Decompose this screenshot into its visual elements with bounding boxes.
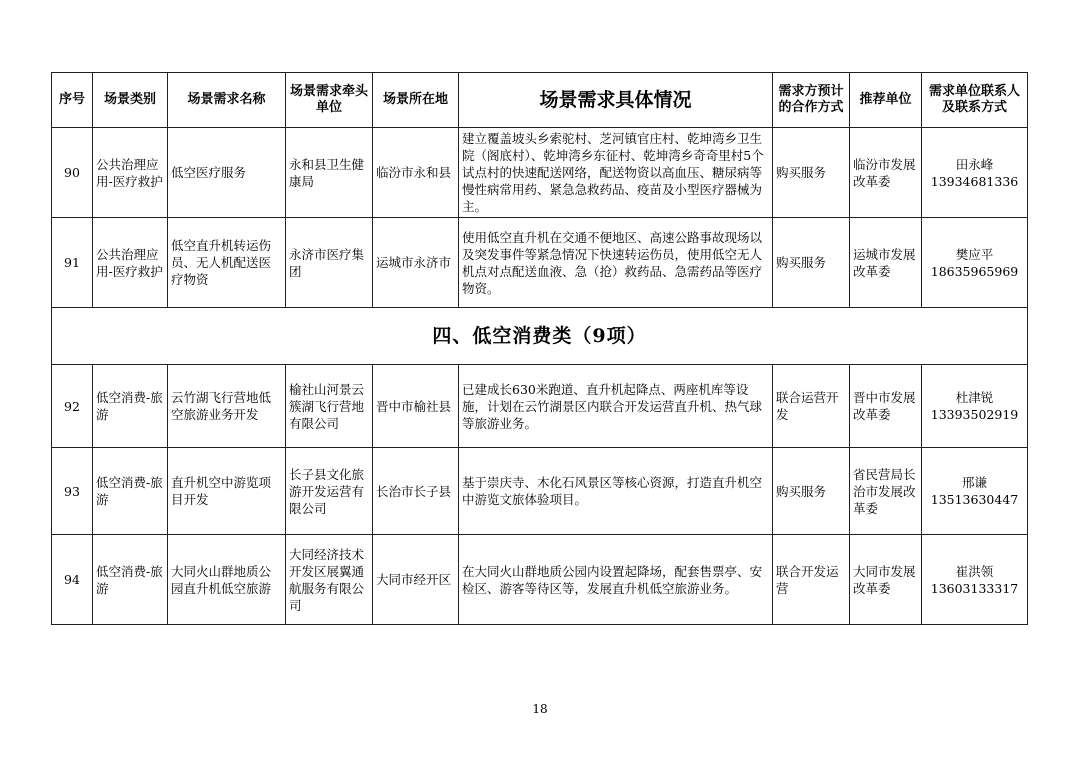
contact-name: 田永峰 xyxy=(955,156,994,172)
row-no: 93 xyxy=(52,448,93,535)
row-detail: 在大同火山群地质公园内设置起降场，配套售票亭、安检区、游客等待区等，发展直升机低空旅游业务。 xyxy=(459,535,773,625)
row-coop: 购买服务 xyxy=(773,218,850,308)
table-row xyxy=(52,128,1028,218)
table-row xyxy=(52,448,1028,535)
row-contact xyxy=(922,535,1028,625)
row-location: 晋中市榆社县 xyxy=(373,365,459,448)
row-coop: 联合开发运营 xyxy=(773,535,850,625)
row-name: 低空直升机转运伤员、无人机配送医疗物资 xyxy=(168,218,286,308)
row-name: 大同火山群地质公园直升机低空旅游 xyxy=(168,535,286,625)
header-row xyxy=(52,73,1028,128)
row-lead: 榆社山河景云簇湖飞行营地有限公司 xyxy=(286,365,373,448)
row-no: 90 xyxy=(52,128,93,218)
row-detail: 基于崇庆寺、木化石风景区等核心资源，打造直升机空中游览文旅体验项目。 xyxy=(459,448,773,535)
row-category: 低空消费-旅游 xyxy=(93,365,168,448)
page-number: 18 xyxy=(532,702,548,716)
row-name: 低空医疗服务 xyxy=(168,128,286,218)
row-detail: 使用低空直升机在交通不便地区、高速公路事故现场以及突发事件等紧急情况下快速转运伤员，使用低空无人机点对点配送血液、急（抢）救药品、急需药品等医疗物资。 xyxy=(459,218,773,308)
row-name: 云竹湖飞行营地低空旅游业务开发 xyxy=(168,365,286,448)
section-row xyxy=(52,308,1028,365)
row-contact xyxy=(922,365,1028,448)
row-no: 94 xyxy=(52,535,93,625)
row-lead: 永和县卫生健康局 xyxy=(286,128,373,218)
row-contact xyxy=(922,128,1028,218)
row-recommender: 临汾市发展改革委 xyxy=(850,128,922,218)
header-no: 序号 xyxy=(52,73,93,128)
row-coop: 购买服务 xyxy=(773,128,850,218)
row-detail: 已建成长630米跑道、直升机起降点、两座机库等设施，计划在云竹湖景区内联合开发运营直升机、热气球等旅游业务。 xyxy=(459,365,773,448)
row-lead: 大同经济技术开发区展翼通航服务有限公司 xyxy=(286,535,373,625)
row-coop: 联合运营开发 xyxy=(773,365,850,448)
header-category: 场景类别 xyxy=(93,73,168,128)
header-contact: 需求单位联系人及联系方式 xyxy=(922,73,1028,128)
header-location: 场景所在地 xyxy=(373,73,459,128)
row-category: 低空消费-旅游 xyxy=(93,535,168,625)
requirements-table xyxy=(51,72,1028,625)
header-lead: 场景需求牵头单位 xyxy=(286,73,373,128)
row-category: 公共治理应用-医疗救护 xyxy=(93,128,168,218)
row-recommender: 大同市发展改革委 xyxy=(850,535,922,625)
row-recommender: 运城市发展改革委 xyxy=(850,218,922,308)
contact-phone: 18635965969 xyxy=(930,263,1019,279)
row-location: 长治市长子县 xyxy=(373,448,459,535)
contact-phone: 13934681336 xyxy=(930,173,1019,189)
row-coop: 购买服务 xyxy=(773,448,850,535)
row-recommender: 省民营局长治市发展改革委 xyxy=(850,448,922,535)
contact-phone: 13393502919 xyxy=(930,407,1019,422)
contact-name: 崔洪领 xyxy=(955,563,994,579)
row-category: 低空消费-旅游 xyxy=(93,448,168,535)
contact-phone: 13513630447 xyxy=(930,492,1019,507)
row-no: 92 xyxy=(52,365,93,448)
contact-name: 邢谦 xyxy=(961,475,987,490)
row-recommender: 晋中市发展改革委 xyxy=(850,365,922,448)
row-name: 直升机空中游览项目开发 xyxy=(168,448,286,535)
row-no: 91 xyxy=(52,218,93,308)
contact-name: 杜津锐 xyxy=(955,390,994,405)
header-detail: 场景需求具体情况 xyxy=(459,73,773,128)
row-lead: 永济市医疗集团 xyxy=(286,218,373,308)
section-title: 四、低空消费类（9项） xyxy=(52,308,1028,365)
row-contact xyxy=(922,448,1028,535)
row-contact xyxy=(922,218,1028,308)
row-detail: 建立覆盖坡头乡索驼村、芝河镇官庄村、乾坤湾乡卫生院（阁底村）、乾坤湾乡东征村、乾坤湾乡奇奇里村5个试点村的快速配送网络，配送物资以高血压、糖尿病等慢性病常用药、紧急急救药品、疫苗及小型医疗器械为主。 xyxy=(459,128,773,218)
header-recommender: 推荐单位 xyxy=(850,73,922,128)
row-location: 大同市经开区 xyxy=(373,535,459,625)
header-coop: 需求方预计的合作方式 xyxy=(773,73,850,128)
row-location: 运城市永济市 xyxy=(373,218,459,308)
row-lead: 长子县文化旅游开发运营有限公司 xyxy=(286,448,373,535)
table-row xyxy=(52,218,1028,308)
header-name: 场景需求名称 xyxy=(168,73,286,128)
contact-name: 樊应平 xyxy=(955,246,994,262)
contact-phone: 13603133317 xyxy=(930,580,1019,596)
row-location: 临汾市永和县 xyxy=(373,128,459,218)
row-category: 公共治理应用-医疗救护 xyxy=(93,218,168,308)
table-row xyxy=(52,535,1028,625)
table-row xyxy=(52,365,1028,448)
